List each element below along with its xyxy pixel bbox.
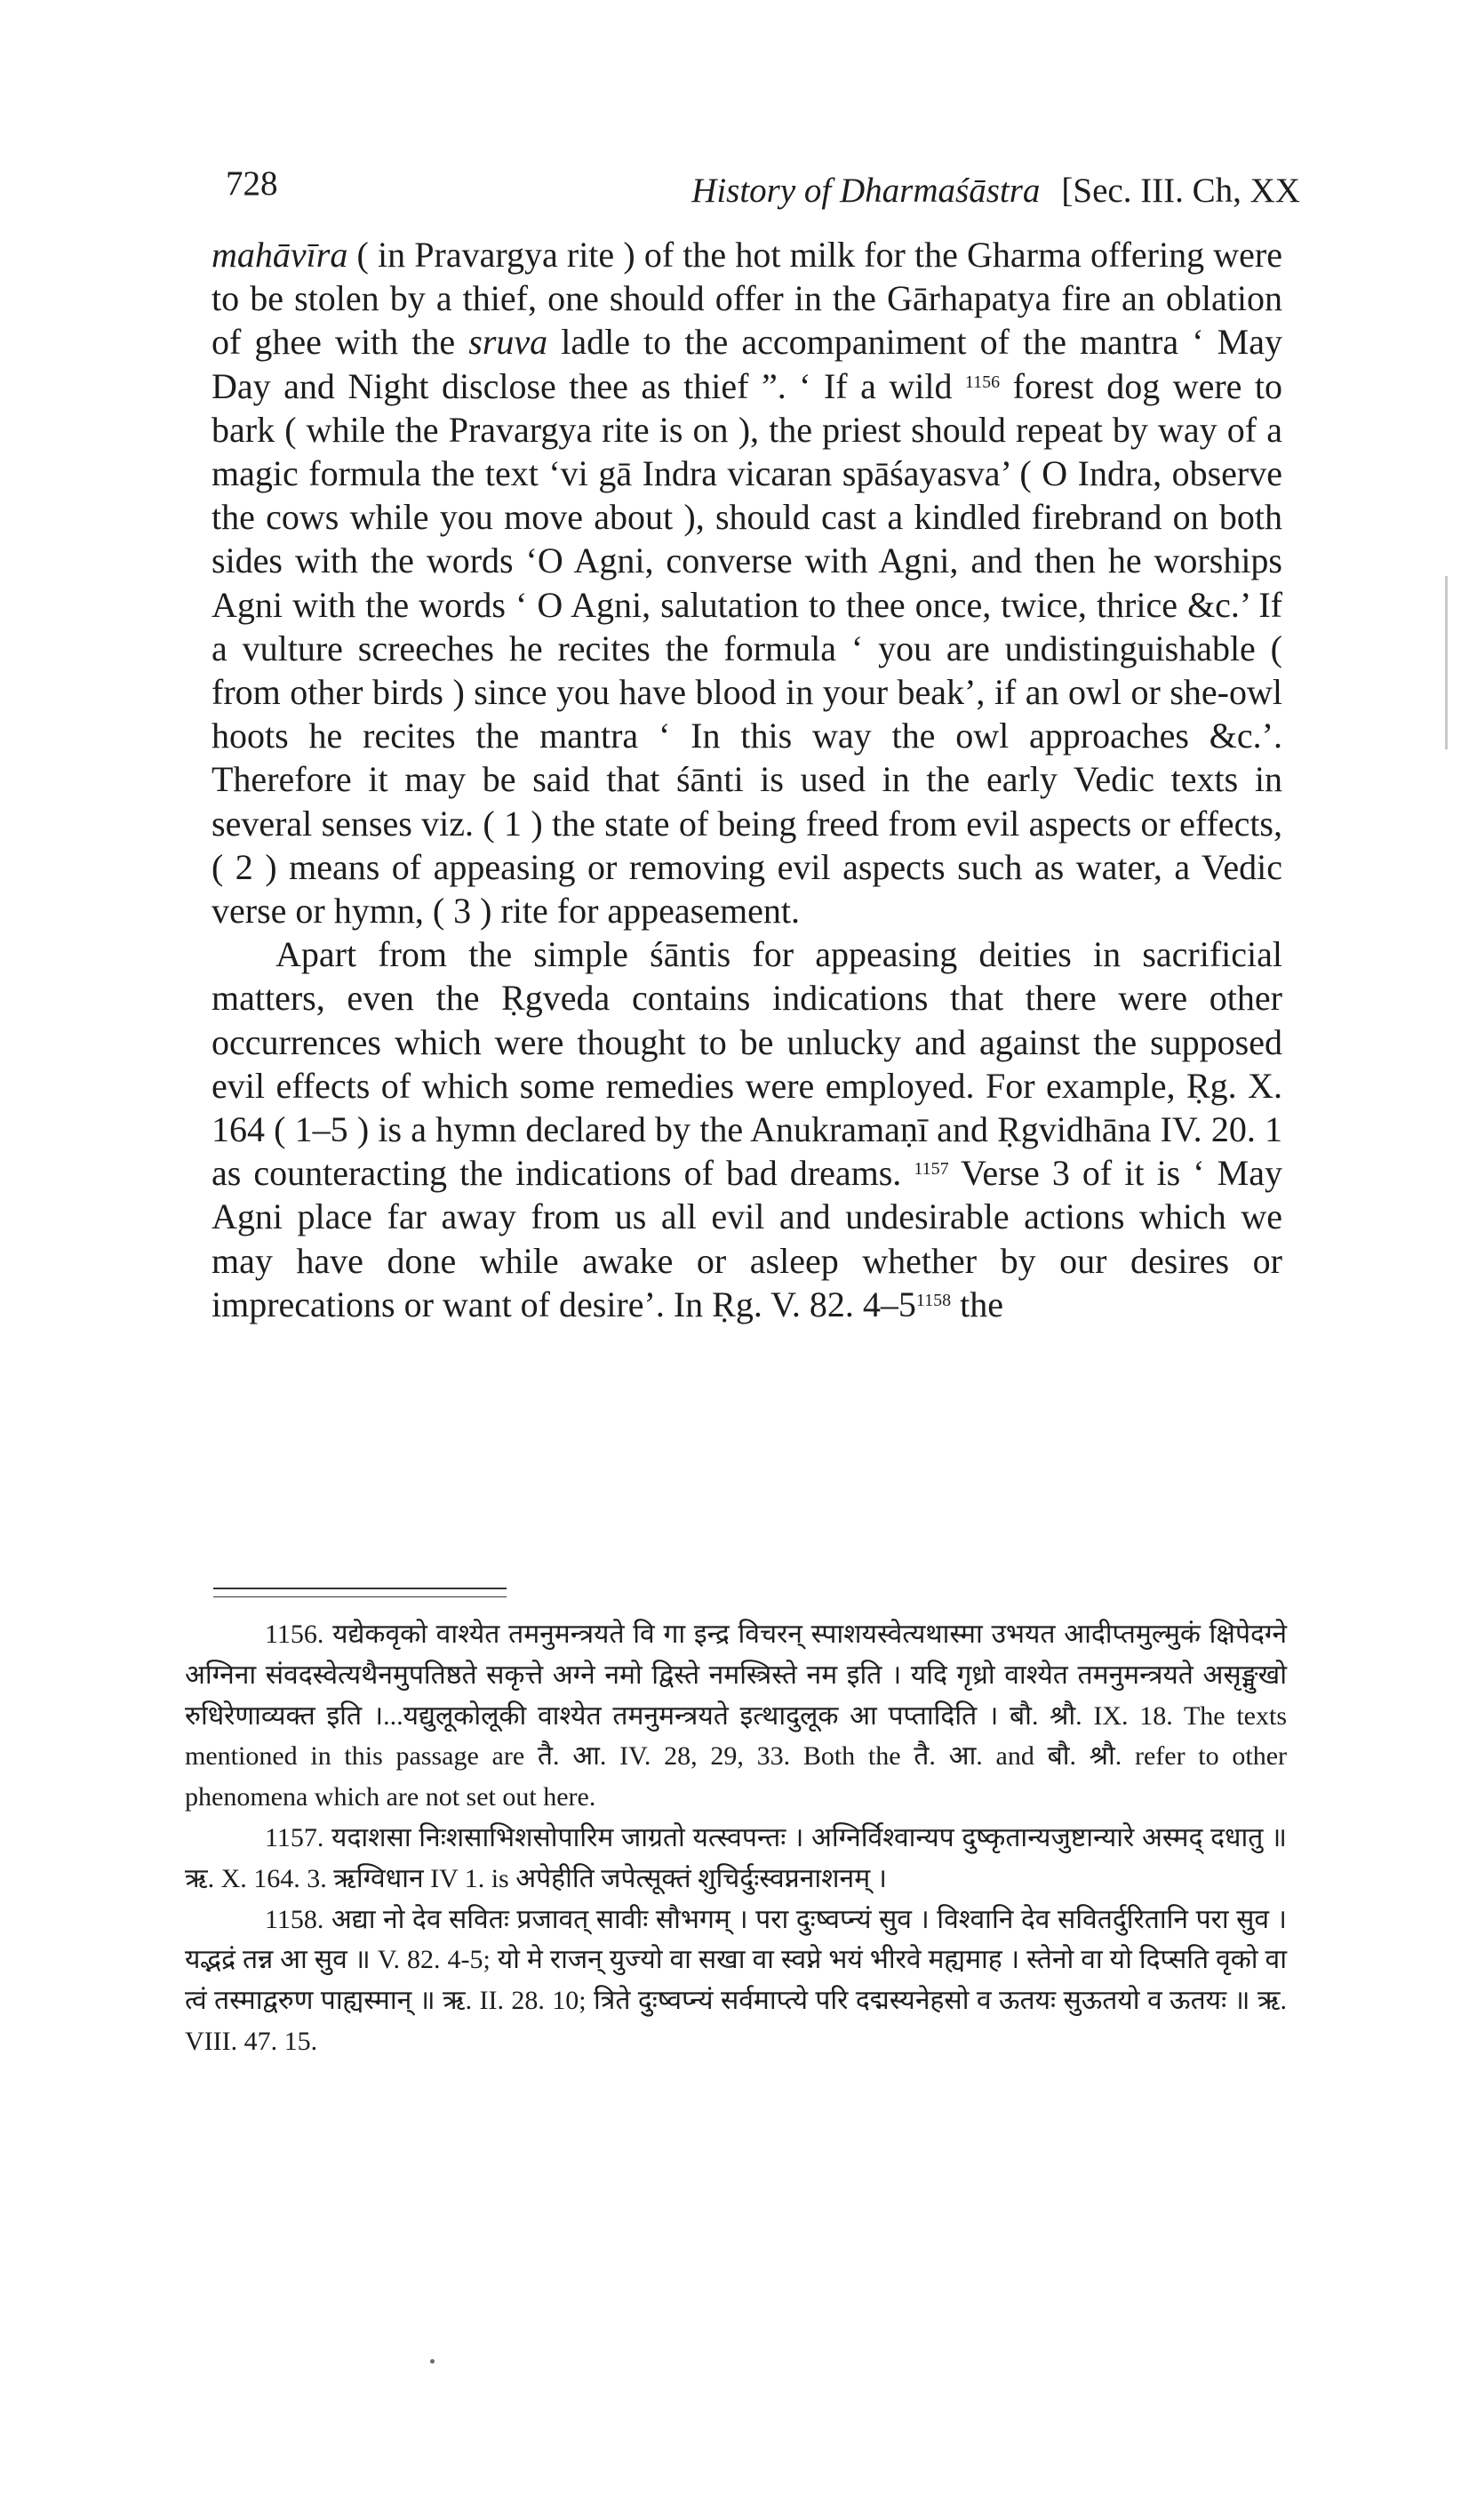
section-label: [Sec. III. Ch, XX: [1061, 172, 1300, 210]
footnote-divider: [213, 1588, 507, 1589]
footnote-divider: [213, 1596, 507, 1597]
footnote-ref: 1156: [964, 372, 1001, 392]
book-title: History of Dharmaśāstra: [691, 172, 1041, 210]
page-number: 728: [226, 164, 278, 203]
running-head: [691, 171, 1300, 211]
footnote: 1157. यदाशसा निःशसाभिशसोपारिम जाग्रतो यत्स्वपन्तः । अग्निर्विश्वान्यप दुष्कृतान्यजुष्टान्यारे अस्मद् दधातु ॥ ऋ. X. 164. 3. ऋग्विधान IV 1. is अपेहीति जपेत्सूक्तं शुचिर्दुःस्वप्ननाशनम् ।: [185, 1822, 1287, 1893]
running-header: [212, 164, 1300, 226]
footnote-ref: 1158: [915, 1290, 952, 1310]
scan-speck: [430, 2359, 435, 2364]
scan-margin-mark: [1445, 576, 1448, 749]
main-text: [212, 233, 1282, 1326]
footnote: 1156. यद्येकवृको वाश्येत तमनुमन्त्रयते वि गा इन्द्र विचरन् स्पाशयस्वेत्यथास्मा उभयत आदीप्तमुल्मुकं क्षिपेदग्ने अग्निना संवदस्वेत्यथैनमुपतिष्ठते सकृत्ते अग्ने नमो द्विस्ते नमस्त्रिस्ते नम इति । यदि गृध्रो वाश्येत तमनुमन्त्रयते असृङ्मुखो रुधिरेणाव्यक्त इति ।...यद्युलूकोलूकी वाश्येत तमनुमन्त्रयते इत्थादुलूक आ पप्तादिति । बौ. श्रौ. IX. 18. The texts mentioned in this passage are तै. आ. IV. 28, 29, 33. Both the तै. आ. and बौ. श्रौ. refer to other phenomena which are not set out here.: [185, 1620, 1287, 1812]
footnote: 1158. अद्या नो देव सवितः प्रजावत् सावीः सौभगम् । परा दुःष्वप्न्यं सुव । विश्वानि देव सवितर्दुरितानि परा सुव । यद्भद्रं तन्न आ सुव ॥ V. 82. 4-5; यो मे राजन् युज्यो वा सखा वा स्वप्ने भयं भीरवे मह्यमाह । स्तेनो वा यो दिप्सति वृको वा त्वं तस्माद्वरुण पाह्यस्मान् ॥ ऋ. II. 28. 10; त्रिते दुःष्वप्न्यं सर्वमाप्त्ये परि दद्मस्यनेहसो व ऊतयः सुऊतयो व ऊतयः ॥ ऋ. VIII. 47. 15.: [185, 1904, 1287, 2056]
paragraph: Apart from the simple śāntis for appeasing deities in sacrificial matters, even the Ṛgveda contains indications that there were other occurrences which were thought to be unlucky and against the supposed evil effects of which some remedies were employed. For example, Ṛg. X. 164 ( 1–5 ) is a hymn declared by the Anukramaṇī and Ṛgvidhāna IV. 20. 1 as counteracting the indications of bad dreams. $^{1157}$ Verse 3 of it is ‘ May Agni place far away from us all evil and undesirable actions which we may have done while awake or asleep whether by our desires or imprecations or want of desire’. In Ṛg. V. 82. 4–5$^{1158}$ the: [212, 934, 1282, 1324]
paragraph: mahāvīra ( in Pravargya rite ) of the hot milk for the Gharma offering were to be stolen by a thief, one should offer in the Gārhapatya fire an oblation of ghee with the sruva ladle to the accompaniment of the mantra ‘ May Day and Night disclose thee as thief ”. ‘ If a wild $^{1156}$ forest dog were to bark ( while the Pravargya rite is on ), the priest should repeat by way of a magic formula the text ‘vi gā Indra vicaran spāśayasva’ ( O Indra, observe the cows while you move about ), should cast a kindled firebrand on both sides with the words ‘O Agni, converse with Agni, and then he worships Agni with the words ‘ O Agni, salutation to thee once, twice, thrice &c.’ If a vulture screeches he recites the formula ‘ you are undistinguishable ( from other birds ) since you have blood in your beak’, if an owl or she-owl hoots he recites the mantra ‘ In this way the owl approaches &c.’. Therefore it may be said that śānti is used in the early Vedic texts in several senses viz. ( 1 ) the state of being freed from evil aspects or effects, ( 2 ) means of appeasing or removing evil aspects such as water, a Vedic verse or hymn, ( 3 ) rite for appeasement.: [212, 235, 1282, 932]
footnote-ref: 1157: [914, 1159, 949, 1180]
footnotes: [185, 1614, 1287, 2062]
